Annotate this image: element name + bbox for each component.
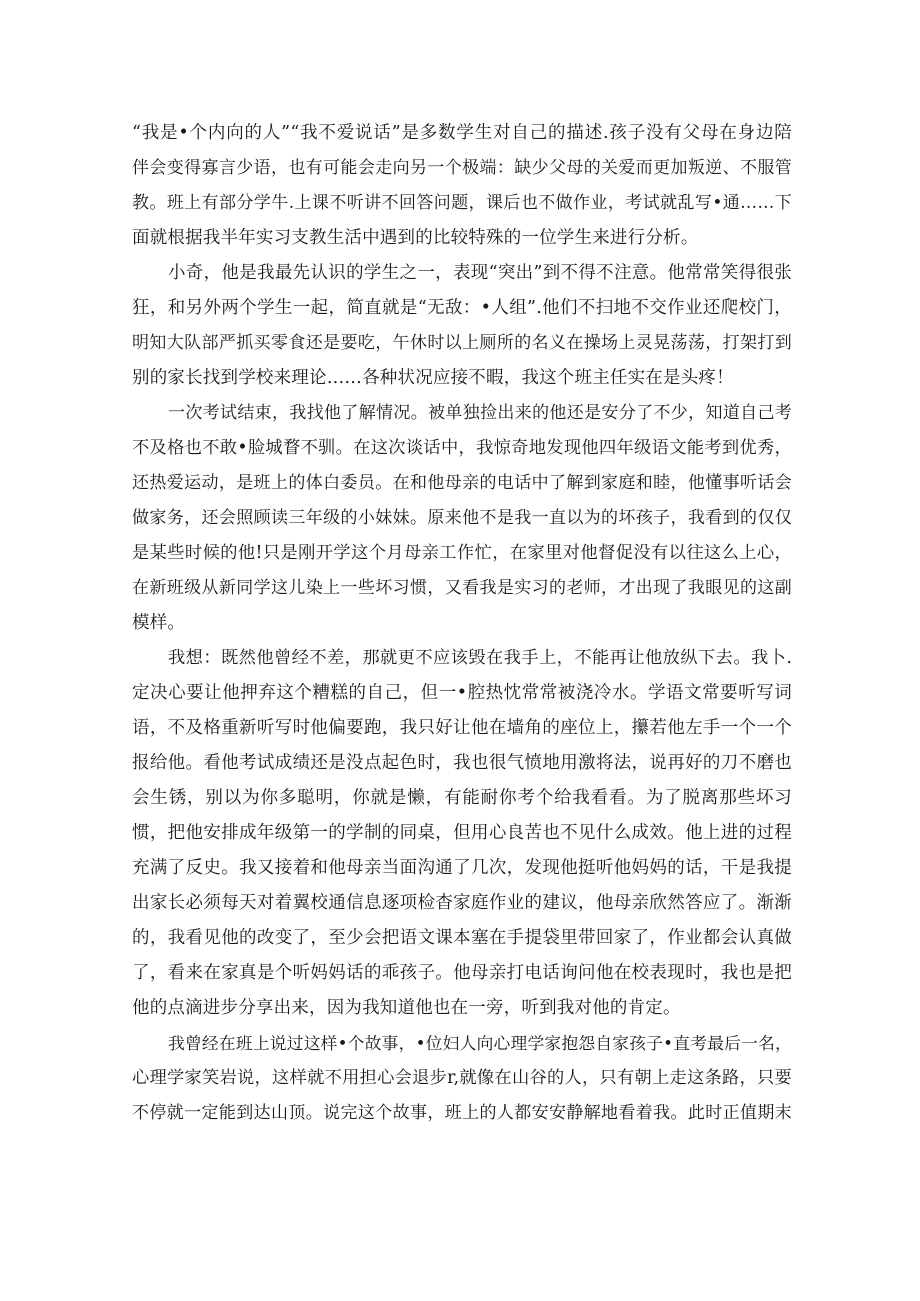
body-text (132, 116, 792, 1131)
text-line: 我曾经在班上说过这样•个故事，•位妇人向心理学家抱怨自家孩子•直考最后一名， (168, 1033, 792, 1053)
text-line: 狂，和另外两个学生一起，简直就是“无敌：•人组”.他们不扫地不交作业还爬校门， (132, 298, 792, 318)
text-line: 心理学家笑岩说，这样就不用担心会退步r,就像在山谷的人，只有朝上走这条路，只要 (132, 1068, 792, 1088)
text-line: 教。班上有部分学牛.上课不听讲不回答问题，课后也不做作业，考试就乱写•通……下 (132, 193, 792, 213)
text-line: 伴会变得寡言少语，也有可能会走向另一个极端：缺少父母的关爱而更加叛逆、不服管 (132, 158, 792, 178)
text-line: 在新班级从新同学这儿染上一些坏习惯，又看我是实习的老师，才出现了我眼见的这副 (132, 578, 792, 598)
text-line: 惯，把他安排成年级第一的学制的同桌，但用心良苦也不见什么成效。他上进的过程 (132, 823, 792, 843)
text-line: 他的点滴进步分享出来，因为我知道他也在一旁，听到我对他的肯定。 (132, 998, 681, 1018)
paragraph-2 (132, 256, 792, 396)
text-line: 充满了反史。我又接着和他母亲当面沟通了几次，发现他挺听他妈妈的话，干是我提 (132, 858, 792, 878)
text-line: 明知大队部严抓买零食还是要吃，午休时以上厕所的名义在操场上灵晃荡荡，打架打到 (132, 333, 792, 353)
text-line: 语，不及格重新听写时他偏要跑，我只好让他在墙角的座位上，攥若他左手一个一个 (132, 718, 792, 738)
text-line: 做家务，还会照顾读三年级的小妹妹。原来他不是我一直以为的坏孩子，我看到的仅仅 (132, 508, 792, 528)
text-line: 定决心要让他押弃这个糟糕的自己，但一•腔热忱常常被浇冷水。学语文常要听写词 (132, 683, 792, 703)
text-line: 是某些时候的他!只是刚开学这个月母亲工作忙，在家里对他督促没有以往这么上心， (132, 543, 792, 563)
text-line: 模样。 (132, 613, 186, 633)
text-line: 报给他。看他考试成绩还是没点起色时，我也很气愤地用激将法，说再好的刀不磨也 (132, 753, 792, 773)
text-line: 了，看来在家真是个听妈妈话的乖孩子。他母亲打电话询问他在校表现时，我也是把 (132, 963, 792, 983)
paragraph-1 (132, 116, 792, 256)
text-line: 我想：既然他曾经不差，那就更不应该毁在我手上，不能再让他放纵下去。我卜. (168, 648, 792, 668)
paragraph-5 (132, 1026, 792, 1131)
text-line: 面就根据我半年实习支教生活中遇到的比较特殊的一位学生来进行分析。 (132, 228, 699, 248)
text-line: 一次考试结束，我找他了解情况。被单独捡出来的他还是安分了不少，知道自己考 (168, 403, 792, 423)
text-line: 还热爱运动，是班上的体白委员。在和他母亲的电话中了解到家庭和睦，他懂事听话会 (132, 473, 792, 493)
text-line: 出家长必须每天对着翼校通信息逐项检杳家庭作业的建议，他母亲欣然答应了。渐渐 (132, 893, 792, 913)
text-line: 别的家长找到学校来理论……各种状况应接不暇，我这个班主任实在是头疼！ (132, 368, 734, 388)
paragraph-3 (132, 396, 792, 641)
text-line: 会生锈，别以为你多聪明，你就是懒，有能耐你考个给我看看。为了脱离那些坏习 (132, 788, 792, 808)
text-line: 小奇，他是我最先认识的学生之一，表现“突出”到不得不注意。他常常笑得很张 (168, 263, 792, 283)
text-line: 不及格也不敢•脸城瞀不驯。在这次谈话中，我惊奇地发现他四年级语文能考到优秀， (132, 438, 792, 458)
text-line: “我是•个内向的人”“我不爱说话”是多数学生对自己的描述.孩子没有父母在身边陪 (132, 123, 792, 143)
paragraph-4 (132, 641, 792, 1026)
text-line: 的，我看见他的改变了，至少会把语文课本塞在手提袋里带回家了，作业都会认真做 (132, 928, 792, 948)
text-line: 不停就一定能到达山顶。说完这个故事，班上的人都安安静解地看着我。此时正值期末 (132, 1103, 792, 1123)
